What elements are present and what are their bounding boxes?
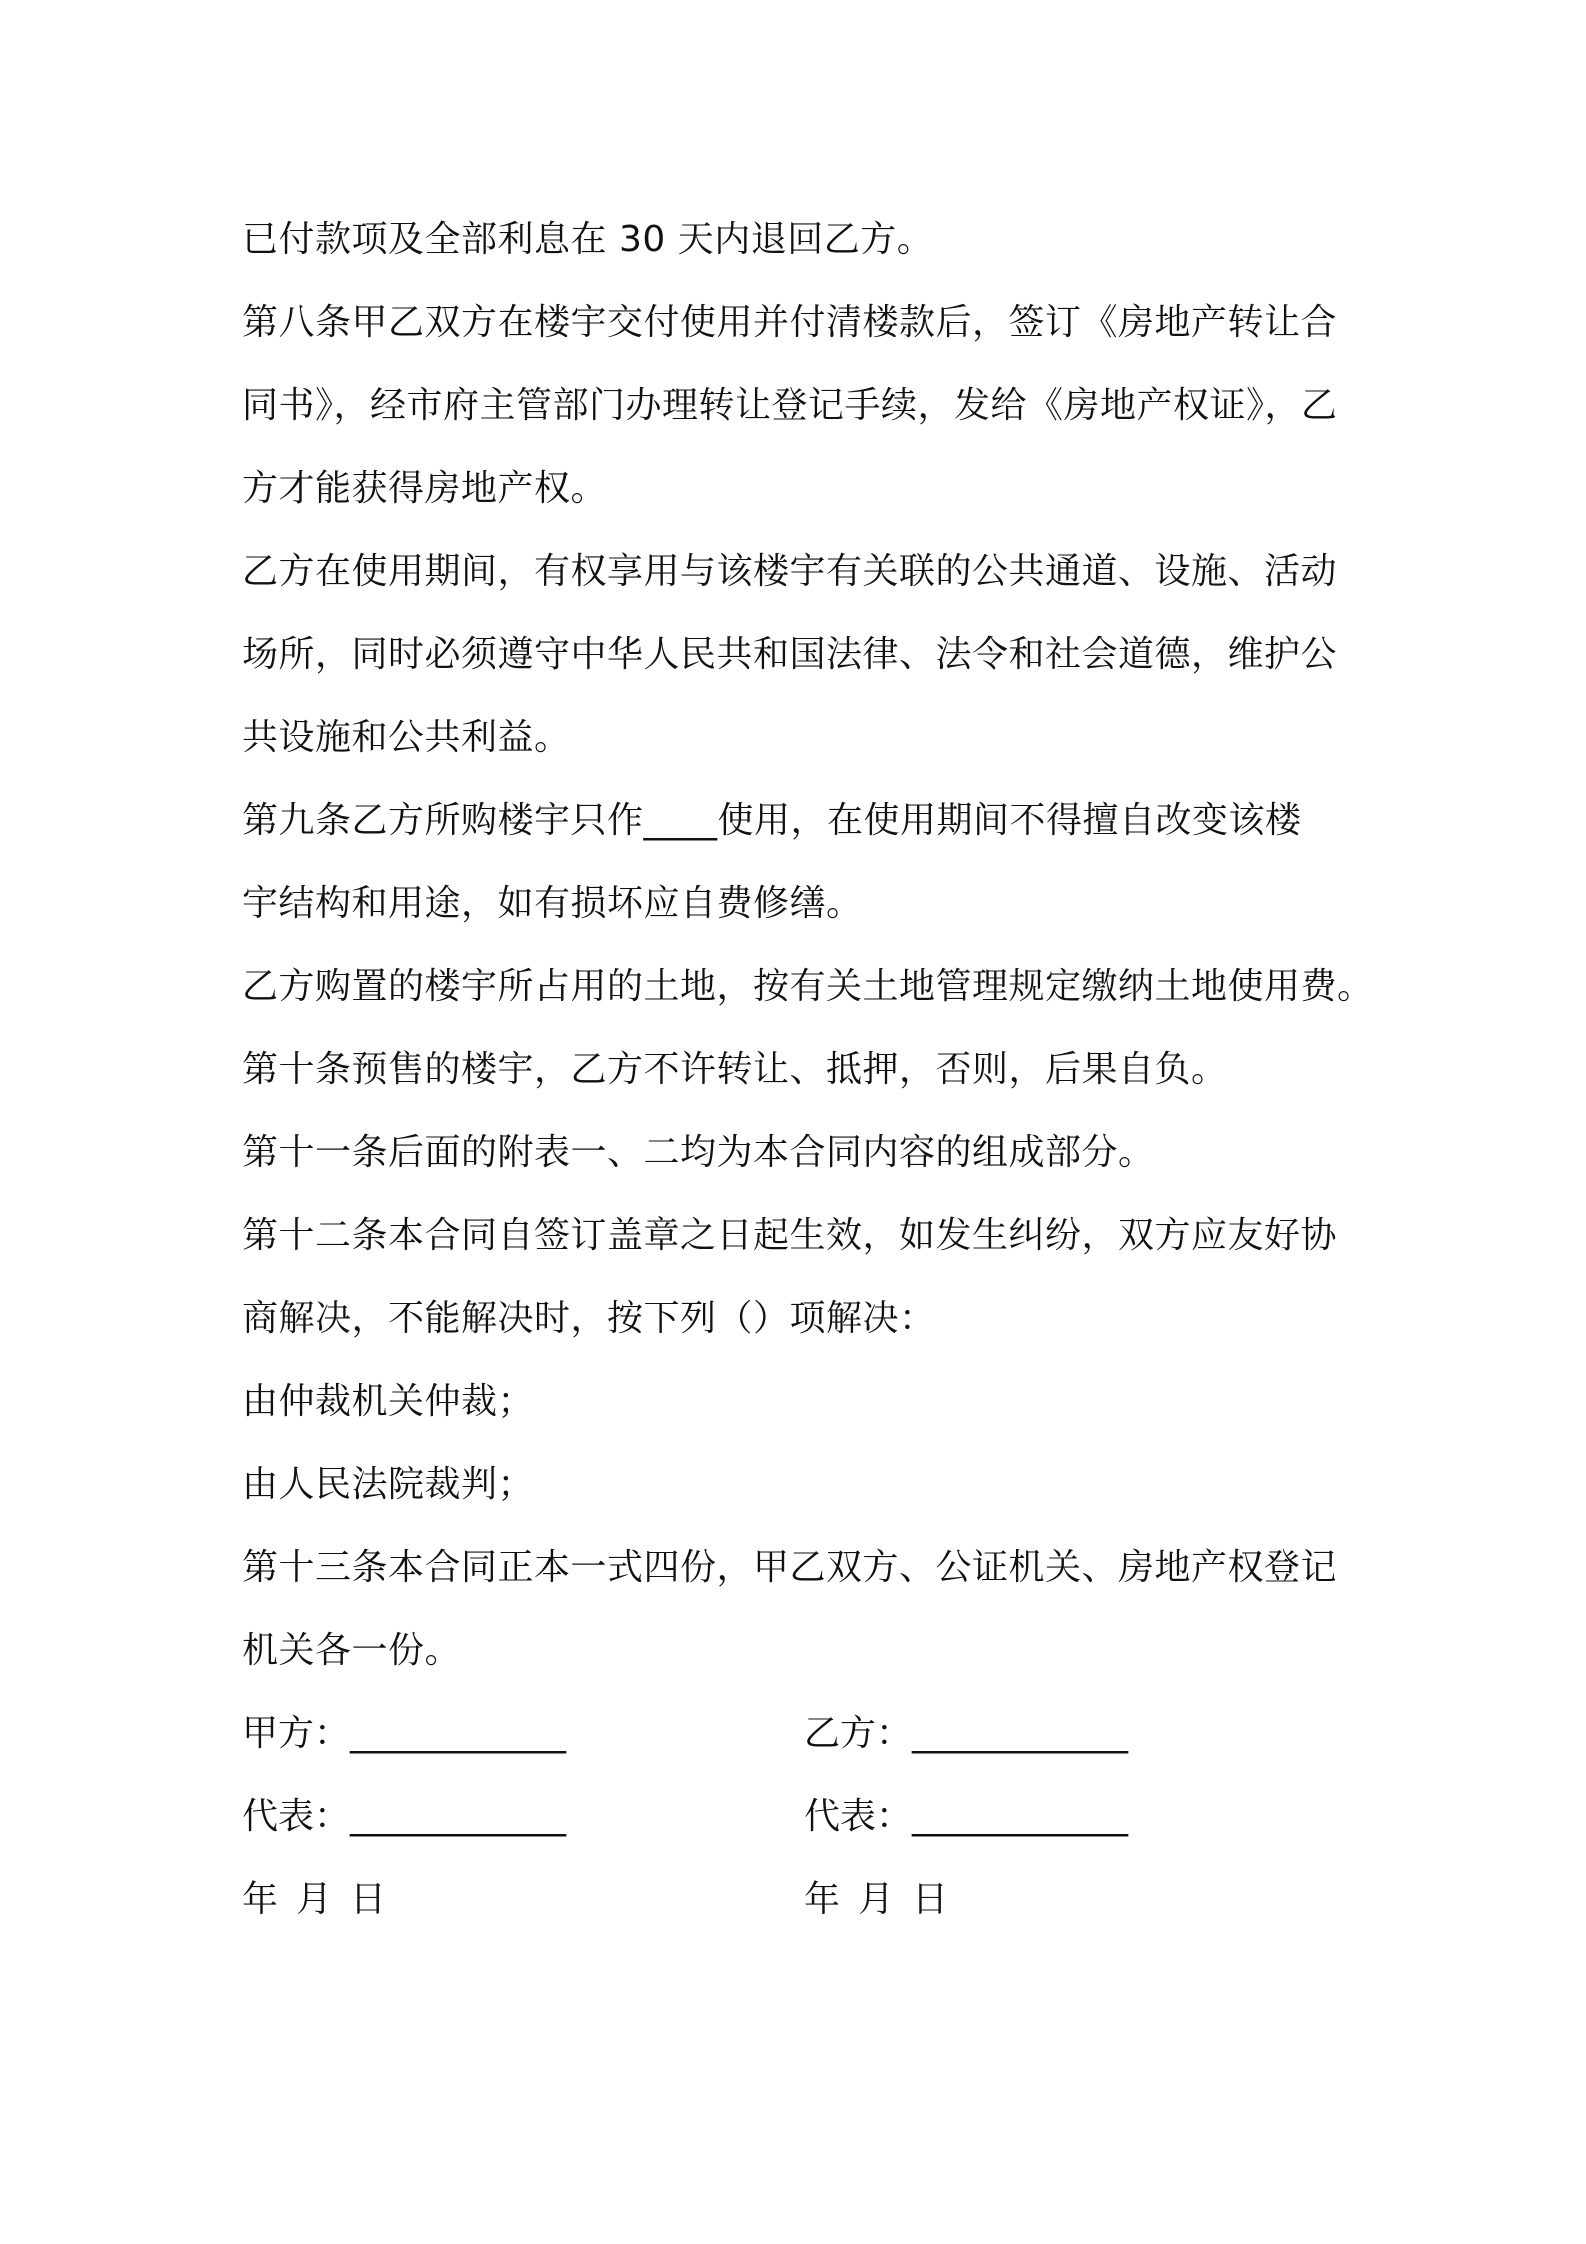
text-line: 乙方在使用期间，有权享用与该楼宇有关联的公共通道、设施、活动 <box>242 551 1338 592</box>
text-line: 场所，同时必须遵守中华人民共和国法律、法令和社会道德，维护公 <box>242 634 1338 675</box>
document-body <box>242 198 1374 1941</box>
date-month-label: 月 <box>296 1879 333 1920</box>
text-line: 同书》，经市府主管部门办理转让登记手续，发给《房地产权证》，乙 <box>242 385 1338 426</box>
text-line: 第八条甲乙双方在楼宇交付使用并付清楼款后，签订《房地产转让合 <box>242 302 1338 343</box>
text-line: 共设施和公共利益。 <box>242 717 571 758</box>
text-line: 第十条预售的楼宇，乙方不许转让、抵押，否则，后果自负。 <box>242 1049 1228 1090</box>
date-year-label: 年 <box>804 1879 841 1920</box>
date-day-label: 日 <box>912 1879 949 1920</box>
representative-a-signature: 代表：____________ <box>242 1796 567 1837</box>
date-b <box>804 1858 966 1941</box>
date-a <box>242 1858 404 1941</box>
signature-row-party <box>242 1692 1362 1775</box>
text-line: 宇结构和用途，如有损坏应自费修缮。 <box>242 883 863 924</box>
text-line: 由人民法院裁判； <box>242 1464 535 1505</box>
text-line: 乙方购置的楼宇所占用的土地，按有关土地管理规定缴纳土地使用费。 <box>242 966 1374 1007</box>
signature-row-representative <box>242 1775 1362 1858</box>
text-line: 第十二条本合同自签订盖章之日起生效，如发生纠纷，双方应友好协 <box>242 1215 1338 1256</box>
text-line: 方才能获得房地产权。 <box>242 468 608 509</box>
text-line: 已付款项及全部利息在 30 天内退回乙方。 <box>242 219 934 260</box>
text-line: 商解决，不能解决时，按下列（）项解决： <box>242 1298 936 1339</box>
representative-b-signature: 代表：____________ <box>804 1796 1129 1837</box>
date-month-label: 月 <box>858 1879 895 1920</box>
text-line: 第十三条本合同正本一式四份，甲乙双方、公证机关、房地产权登记 <box>242 1547 1338 1588</box>
text-line: 由仲裁机关仲裁； <box>242 1381 535 1422</box>
text-line: 第九条乙方所购楼宇只作____使用，在使用期间不得擅自改变该楼 <box>242 800 1302 841</box>
text-line: 机关各一份。 <box>242 1630 462 1671</box>
date-year-label: 年 <box>242 1879 279 1920</box>
party-b-signature: 乙方：____________ <box>804 1713 1129 1754</box>
signature-row-date <box>242 1858 1362 1941</box>
date-day-label: 日 <box>350 1879 387 1920</box>
party-a-signature: 甲方：____________ <box>242 1713 567 1754</box>
text-line: 第十一条后面的附表一、二均为本合同内容的组成部分。 <box>242 1132 1155 1173</box>
